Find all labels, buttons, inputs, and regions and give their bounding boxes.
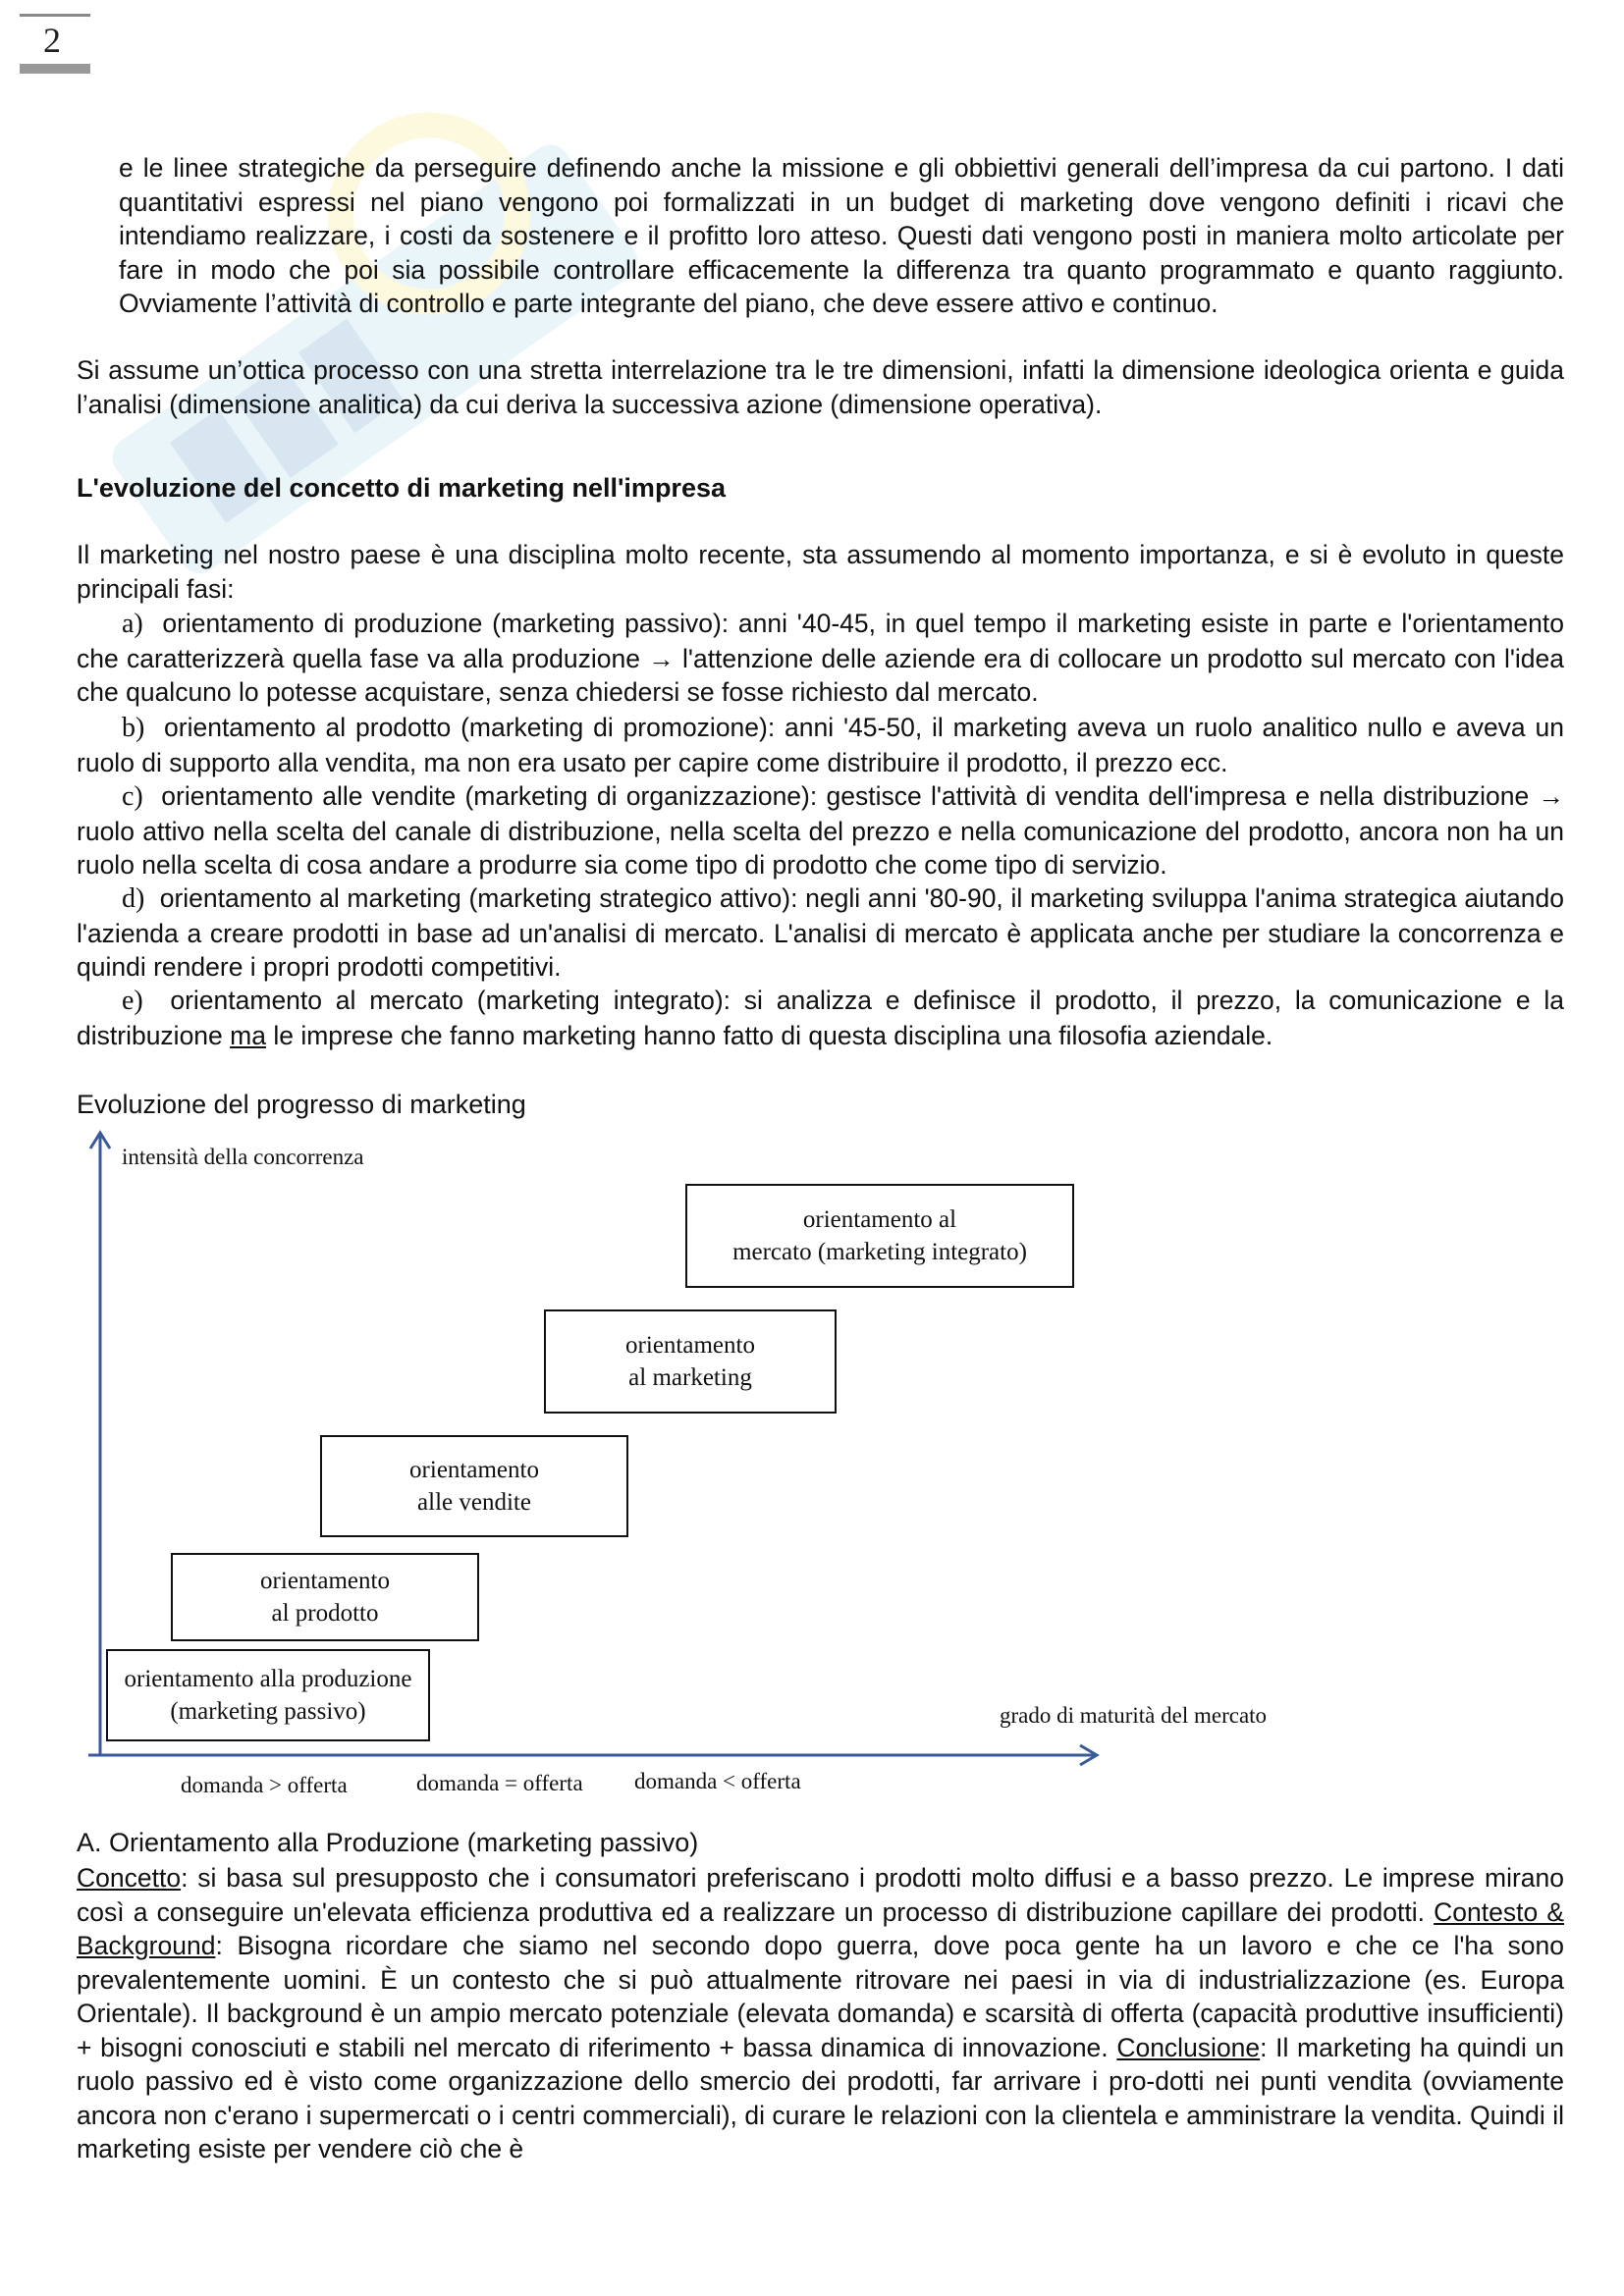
phase-text: orientamento alle vendite (marketing di organizzazione): gestisce l'attività di vendita dell'impresa e nella distribuzione → ruolo attivo nella scelta del canale di distribuzione, nella scelta del prezzo e nella comunicazione del prodotto, ancora non ha un ruolo nella scelta di cosa andare a produrre sia come tipo di prodotto che come tipo di servizio. [77, 781, 1564, 880]
box-line: alle vendite [417, 1489, 531, 1516]
phase-text: orientamento al prodotto (marketing di promozione): anni '45-50, il marketing aveva un ruolo analitico nullo e aveva un ruolo di supporto alla vendita, ma non era usato per capire come distribuire il prodotto, il prezzo ecc. [77, 713, 1564, 777]
x-label-demand-lt-offer: domanda < offerta [634, 1769, 801, 1793]
phase-text-underlined: ma [230, 1020, 266, 1050]
x-label-demand-eq-offer: domanda = offerta [416, 1771, 583, 1795]
section-a-body [77, 1861, 1564, 2166]
box-line: orientamento [260, 1568, 390, 1594]
box-line: al prodotto [271, 1600, 379, 1627]
header-bar [20, 64, 90, 74]
label-concetto: Concetto [77, 1863, 182, 1893]
phase-item [77, 779, 1564, 882]
diagram-box-product [171, 1553, 479, 1641]
phase-item [77, 881, 1564, 985]
box-line: orientamento al [802, 1206, 957, 1233]
box-line: orientamento [409, 1457, 539, 1483]
phase-text: le imprese che fanno marketing hanno fatto di questa disciplina una filosofia aziendale. [265, 1020, 1273, 1050]
label-contesto: Contesto & Background [77, 1896, 1565, 1960]
contesto-text: : Bisogna ricordare che siamo nel secondo dopo guerra, dove poca gente ha un lavoro e che ce l'ha sono prevalentemente uomini. È un contesto che si può attualmente ritrovare nei paesi in via di industrializzazione (es. Europa Orientale). Il background è un ampio mercato potenziale (elevata domanda) e scarsità di offerta (capacità produttive insufficienti) + bisogni conosciuti e stabili nel mercato di riferimento + bassa dinamica di innovazione. [77, 1931, 1564, 2062]
box-line: orientamento alla produzione [124, 1666, 412, 1692]
x-label-demand-gt-offer: domanda > offerta [181, 1773, 348, 1797]
phase-item [77, 711, 1564, 779]
y-axis-label: intensità della concorrenza [122, 1145, 364, 1169]
section-a-title: A. Orientamento alla Produzione (marketing passivo) [77, 1828, 699, 1857]
box-line: al marketing [628, 1364, 752, 1391]
evolution-intro: Il marketing nel nostro paese è una disciplina molto recente, sta assumendo al momento importanza, e si è evoluto in queste principali fasi: [77, 540, 1564, 604]
concetto-text: : si basa sul presupposto che i consumatori preferiscano i prodotti molto diffusi e a basso prezzo. Le imprese mirano così a conseguire un'elevata efficienza produttiva ed a realizzare un processo di distribuzione capillare dei prodotti. [77, 1863, 1564, 1927]
phase-letter: e) [122, 986, 143, 1016]
conclusione-text: : Il marketing ha quindi un ruolo passivo ed è visto come organizzazione dello smercio dei prodotti, far arrivare i pro-dotti nei punti vendita (ovviamente ancora non c'erano i supermercati o i centri commerciali), di curare le relazioni con la clientela e amministrare la vendita. Quindi il marketing esiste per vendere ciò che è [77, 2032, 1564, 2163]
phase-letter: b) [122, 713, 145, 743]
phase-letter: d) [122, 883, 145, 914]
phase-item [77, 607, 1564, 710]
intro-paragraph: e le linee strategiche da perseguire definendo anche la missione e gli obbiettivi generali dell’impresa da cui partono. I dati quantitativi espressi nel piano vengono poi formalizzati in un budget di marketing dove vengono definiti i ricavi che intendiamo realizzare, i costi da sostenere e il profitto loro atteso. Questi dati vengono posti in maniera molto articolate per fare in modo che poi sia possibile controllare efficacemente la differenza tra quanto programmato e quanto raggiunto. Ovviamente l’attività di controllo e parte integrante del piano, che deve essere attivo e continuo. [119, 153, 1564, 318]
label-conclusione: Conclusione [1116, 2032, 1261, 2062]
marketing-evolution-diagram [59, 1127, 1335, 1814]
diagram-box-marketing [544, 1309, 837, 1414]
diagram-box-production [106, 1649, 430, 1741]
page-header [20, 14, 90, 74]
diagram-title: Evoluzione del progresso di marketing [77, 1090, 526, 1119]
x-axis-label: grado di maturità del mercato [1000, 1703, 1268, 1728]
box-line: mercato (marketing integrato) [732, 1239, 1027, 1265]
phase-letter: c) [122, 781, 143, 812]
phase-text: orientamento al marketing (marketing strategico attivo): negli anni '80-90, il marketing sviluppa l'anima strategica aiutando l'azienda a creare prodotti in base ad un'analisi di mercato. L'analisi di mercato è applicata anche per studiare la concorrenza e quindi rendere i propri prodotti competitivi. [77, 883, 1564, 982]
section-heading: L'evoluzione del concetto di marketing nell'impresa [77, 473, 726, 503]
phase-text: orientamento al mercato (marketing integrato): si analizza e definisce il prodotto, il prezzo, la comunicazione e la distribuzione [77, 986, 1564, 1050]
process-paragraph: Si assume un’ottica processo con una stretta interrelazione tra le tre dimensioni, infatti la dimensione ideologica orienta e guida l’analisi (dimensione analitica) da cui deriva la successiva azione (dimensione operativa). [77, 355, 1564, 419]
diagram-box-sales [320, 1435, 628, 1537]
phase-letter: a) [122, 609, 143, 639]
phase-item [77, 984, 1564, 1052]
page-number: 2 [43, 21, 61, 60]
phase-text: orientamento di produzione (marketing passivo): anni '40-45, in quel tempo il marketing esiste in parte e l'orientamento che caratterizzerà quella fase va alla produzione → l'attenzione delle aziende era di collocare un prodotto sul mercato con l'idea che qualcuno lo potesse acquistare, senza chiedersi se fosse richiesto dal mercato. [77, 609, 1564, 707]
box-line: orientamento [625, 1332, 755, 1359]
diagram-box-market [685, 1184, 1074, 1288]
box-line: (marketing passivo) [170, 1698, 366, 1725]
